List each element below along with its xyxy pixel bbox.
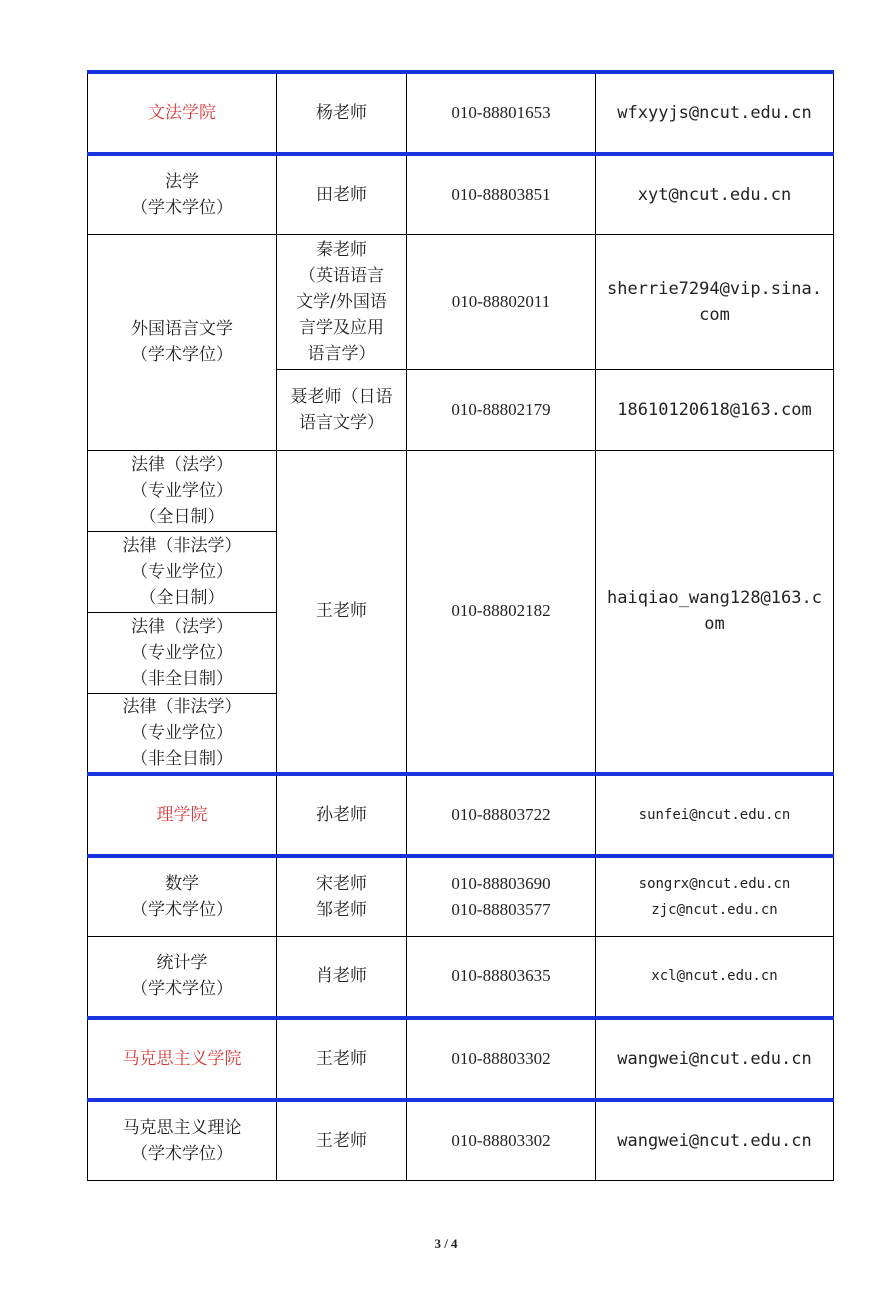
contact-person <box>277 369 407 450</box>
program-name-line: 数学 <box>165 873 199 894</box>
college-name: 马克思主义学院 <box>88 1018 277 1100</box>
program-name <box>88 531 277 612</box>
contact-line: 聂老师（日语 <box>290 386 393 407</box>
email-line: om <box>704 614 725 635</box>
phone-number: 010-88802011 <box>407 234 596 369</box>
phone-line: 010-88803690 <box>451 873 551 893</box>
phone-number: 010-88803302 <box>407 1018 596 1100</box>
contact-person: 田老师 <box>277 154 407 234</box>
email-line: com <box>699 304 730 325</box>
program-name-line: 法律（非法学） <box>122 696 242 717</box>
program-name-line: 法学 <box>165 171 199 192</box>
contact-line: 语言文学） <box>299 412 384 433</box>
contact-person <box>277 234 407 369</box>
degree-type: （学术学位） <box>131 345 233 365</box>
program-row-faxue <box>88 154 834 234</box>
email-address: wangwei@ncut.edu.cn <box>596 1018 834 1100</box>
program-name-line: 外国语言文学 <box>131 319 233 339</box>
phone-number: 010-88803851 <box>407 154 596 234</box>
program-row-makesi-lilun <box>88 1100 834 1180</box>
program-name <box>88 154 277 234</box>
program-row-waiguo <box>88 234 834 369</box>
contact-line: 言学及应用 <box>299 317 384 338</box>
contact-person: 王老师 <box>277 1100 407 1180</box>
phone-number <box>407 856 596 936</box>
email-address: wfxyyjs@ncut.edu.cn <box>596 72 834 154</box>
email-line: zjc@ncut.edu.cn <box>651 901 778 918</box>
degree-type: （专业学位） <box>131 642 233 663</box>
contact-person: 王老师 <box>277 1018 407 1100</box>
college-row-wenfa <box>88 72 834 154</box>
email-address <box>596 234 834 369</box>
degree-type: （学术学位） <box>131 197 233 218</box>
email-line: haiqiao_wang128@163.c <box>607 588 822 609</box>
program-name <box>88 450 277 531</box>
contact-line: 文学/外国语 <box>296 291 387 312</box>
email-address: 18610120618@163.com <box>596 369 834 450</box>
college-row-lixue <box>88 774 834 856</box>
program-row-shuxue <box>88 856 834 936</box>
program-row-falv-1 <box>88 450 834 531</box>
degree-type: （专业学位） <box>131 561 233 582</box>
contact-person <box>277 856 407 936</box>
college-row-makesi <box>88 1018 834 1100</box>
degree-type: （学术学位） <box>131 979 233 1000</box>
program-name-line: 法律（法学） <box>131 616 233 637</box>
program-name <box>88 936 277 1018</box>
program-name <box>88 856 277 936</box>
email-address: xyt@ncut.edu.cn <box>596 154 834 234</box>
phone-number: 010-88803722 <box>407 774 596 856</box>
contact-person: 孙老师 <box>277 774 407 856</box>
degree-type: （学术学位） <box>131 1143 233 1164</box>
contact-person: 王老师 <box>277 450 407 774</box>
college-name: 理学院 <box>88 774 277 856</box>
program-name <box>88 234 277 450</box>
phone-number: 010-88801653 <box>407 72 596 154</box>
program-name-line: 统计学 <box>156 953 208 974</box>
email-address <box>596 450 834 774</box>
email-line: songrx@ncut.edu.cn <box>638 875 791 892</box>
email-line: sherrie7294@vip.sina. <box>607 278 822 299</box>
phone-line: 010-88803577 <box>451 899 551 919</box>
program-name-line: 马克思主义理论 <box>122 1117 242 1138</box>
college-name: 文法学院 <box>88 72 277 154</box>
contact-person: 肖老师 <box>277 936 407 1018</box>
email-address: sunfei@ncut.edu.cn <box>596 774 834 856</box>
contact-line: 宋老师 <box>316 873 367 894</box>
phone-number: 010-88803302 <box>407 1100 596 1180</box>
program-name <box>88 693 277 774</box>
program-name <box>88 612 277 693</box>
page-indicator: 3 / 4 <box>434 1236 458 1251</box>
contact-line: 邹老师 <box>316 899 367 920</box>
contact-line: 语言学） <box>307 343 376 364</box>
email-address <box>596 856 834 936</box>
phone-number: 010-88802179 <box>407 369 596 450</box>
email-address: wangwei@ncut.edu.cn <box>596 1100 834 1180</box>
contacts-table <box>87 70 834 1181</box>
contact-line: 秦老师 <box>316 239 367 260</box>
email-address: xcl@ncut.edu.cn <box>596 936 834 1018</box>
phone-number: 010-88803635 <box>407 936 596 1018</box>
study-mode: （全日制） <box>139 506 225 527</box>
degree-type: （学术学位） <box>131 899 233 920</box>
study-mode: （非全日制） <box>131 748 233 769</box>
program-row-tongji <box>88 936 834 1018</box>
study-mode: （非全日制） <box>131 668 233 689</box>
phone-number: 010-88802182 <box>407 450 596 774</box>
program-name <box>88 1100 277 1180</box>
contact-person: 杨老师 <box>277 72 407 154</box>
degree-type: （专业学位） <box>131 722 233 743</box>
program-name-line: 法律（法学） <box>131 454 233 475</box>
study-mode: （全日制） <box>139 587 225 608</box>
degree-type: （专业学位） <box>131 480 233 501</box>
contact-line: （英语语言 <box>299 265 384 286</box>
program-name-line: 法律（非法学） <box>122 535 242 556</box>
